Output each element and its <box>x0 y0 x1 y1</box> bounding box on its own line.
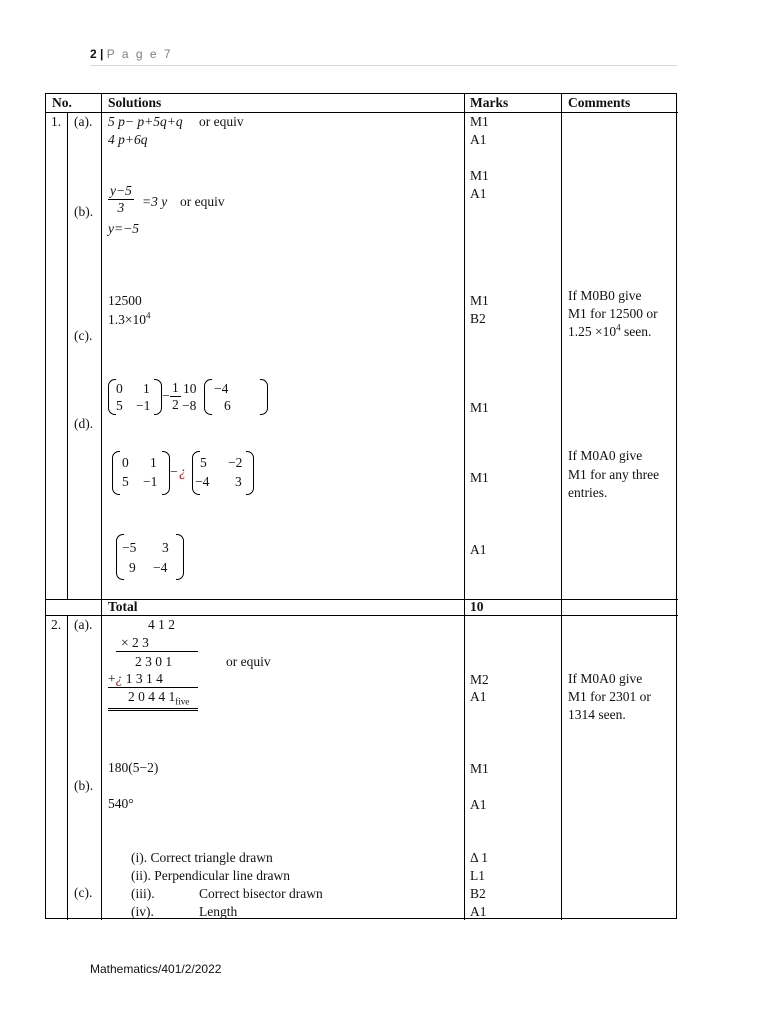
page-number: 2 <box>90 47 97 61</box>
mark: M1 <box>470 470 489 485</box>
multiplication-row: × 2 3 <box>121 635 149 650</box>
total-row-bottom <box>46 615 678 616</box>
matrix-cell: −8 <box>182 398 197 413</box>
matrix-right-bracket <box>162 451 170 495</box>
base-subscript: five <box>175 696 190 707</box>
glyph: ¿ <box>115 671 123 686</box>
construction-step-text: Length <box>199 904 238 919</box>
matrix-right-bracket <box>246 451 254 495</box>
vector-cell: −4 <box>214 381 229 396</box>
part-label: (d). <box>74 416 94 431</box>
comment-line: entries. <box>568 485 608 500</box>
plus-sign: + <box>108 671 116 686</box>
part-label: (c). <box>74 328 93 343</box>
solution-line: 12500 <box>108 293 142 308</box>
col-divider-solutions <box>464 94 465 920</box>
matrix-left-bracket <box>108 379 116 415</box>
construction-step: (ii). Perpendicular line drawn <box>131 868 290 883</box>
comment-line: M1 for any three <box>568 467 660 482</box>
mark: A1 <box>470 689 487 704</box>
mark: M2 <box>470 672 489 687</box>
total-label: Total <box>108 599 138 614</box>
multiplication-row: 2 3 0 1 <box>135 654 173 669</box>
calc-double-rule <box>108 710 198 711</box>
comment-line: M1 for 12500 or <box>568 306 658 321</box>
solution-line: 4 p+6q <box>108 132 148 147</box>
header-separator: | <box>100 47 104 61</box>
part-label: (b). <box>74 778 94 793</box>
col-divider-no <box>67 113 68 600</box>
vector-cell: 6 <box>224 398 231 413</box>
page-label: P a g e 7 <box>106 47 173 61</box>
fraction <box>170 380 181 413</box>
matrix-cell: 5 <box>200 455 207 470</box>
sci-base: 1.3×10 <box>108 312 146 327</box>
mark: M1 <box>470 114 489 129</box>
header-solutions: Solutions <box>108 95 162 110</box>
multiplication-row: 4 1 2 <box>148 617 175 632</box>
matrix-cell: 0 <box>116 381 123 396</box>
vector-right-bracket <box>260 379 268 415</box>
question-number: 2. <box>51 617 62 632</box>
mark: Δ 1 <box>470 850 489 865</box>
matrix-cell: 0 <box>122 455 129 470</box>
matrix-cell: 1 <box>143 381 150 396</box>
multiplication-row <box>128 689 189 705</box>
solution-note: or equiv <box>199 114 244 129</box>
comment-line <box>568 324 651 340</box>
solution-line: 180(5−2) <box>108 760 159 775</box>
mark: B2 <box>470 311 486 326</box>
vector-left-bracket <box>204 379 212 415</box>
mark: M1 <box>470 400 489 415</box>
matrix-cell: −4 <box>195 474 210 489</box>
header-comments: Comments <box>568 95 631 110</box>
matrix-right-bracket <box>176 534 184 580</box>
header-marks: Marks <box>470 95 509 110</box>
numerator: y−5 <box>110 183 132 198</box>
mark: A1 <box>470 797 487 812</box>
denominator: 2 <box>172 397 179 412</box>
operator: − <box>170 464 178 479</box>
matrix <box>108 379 168 415</box>
multiplication-row <box>108 671 163 687</box>
calc-double-rule <box>108 708 198 709</box>
matrix-cell: 1 <box>150 455 157 470</box>
operator: − <box>162 388 170 403</box>
construction-step: (iv). <box>131 904 154 919</box>
denominator: 3 <box>117 200 125 215</box>
part-label: (a). <box>74 617 93 632</box>
col-divider-no <box>67 616 68 920</box>
result: 2 0 4 4 1 <box>128 689 176 704</box>
comment-line: 1314 seen. <box>568 707 626 722</box>
col-divider-sub <box>101 94 102 920</box>
vector <box>204 379 270 415</box>
comment-tail: seen. <box>620 324 652 339</box>
page-footer: Mathematics/401/2/2022 <box>90 962 222 976</box>
header-row-divider <box>46 112 678 113</box>
matrix-right-bracket <box>154 379 162 415</box>
mark: M1 <box>470 761 489 776</box>
matrix-cell: −2 <box>228 455 243 470</box>
addend: 1 3 1 4 <box>125 671 163 686</box>
construction-step-text: Correct bisector drawn <box>199 886 323 901</box>
page-header <box>90 47 173 61</box>
solution-line <box>108 312 151 328</box>
col-divider-marks <box>561 94 562 920</box>
solution-note: or equiv <box>226 654 271 669</box>
mark: L1 <box>470 868 485 883</box>
matrix <box>116 534 186 580</box>
glyph: ¿ <box>179 464 186 479</box>
mark: A1 <box>470 904 487 919</box>
matrix-cell: 5 <box>122 474 129 489</box>
calc-rule <box>116 651 198 652</box>
matrix-cell: −4 <box>153 560 168 575</box>
comment-line: If M0A0 give <box>568 448 643 463</box>
mark: M1 <box>470 293 489 308</box>
matrix-cell: 5 <box>116 398 123 413</box>
fraction <box>108 183 134 216</box>
comment-line: M1 for 2301 or <box>568 689 651 704</box>
solution-line: 5 p− p+5q+q <box>108 114 183 129</box>
matrix <box>112 451 172 495</box>
total-value: 10 <box>470 599 484 614</box>
marking-scheme-table <box>45 93 677 919</box>
question-number: 1. <box>51 114 62 129</box>
construction-step: (iii). <box>131 886 155 901</box>
total-row-top <box>46 599 678 600</box>
matrix-cell: 9 <box>129 560 136 575</box>
matrix-left-bracket <box>112 451 120 495</box>
mark: A1 <box>470 186 487 201</box>
mark: M1 <box>470 168 489 183</box>
numerator: 1 <box>172 380 179 395</box>
part-label: (b). <box>74 204 94 219</box>
header-rule <box>90 65 677 66</box>
part-label: (a). <box>74 114 93 129</box>
mark: A1 <box>470 542 487 557</box>
calc-rule <box>108 687 198 688</box>
matrix-cell: 3 <box>162 540 169 555</box>
solution-line: =3 y <box>142 194 168 209</box>
matrix <box>192 451 254 495</box>
solution-line: y=−5 <box>108 221 139 236</box>
matrix-cell: 10 <box>183 381 197 396</box>
comment-line: If M0B0 give <box>568 288 642 303</box>
comment-line: If M0A0 give <box>568 671 643 686</box>
matrix-cell: −5 <box>122 540 137 555</box>
construction-step: (i). Correct triangle drawn <box>131 850 273 865</box>
matrix-cell: −1 <box>143 474 158 489</box>
comment-sci-base: 1.25 ×10 <box>568 324 617 339</box>
header-no: No. <box>52 95 72 110</box>
part-label: (c). <box>74 885 93 900</box>
solution-line: 540° <box>108 796 134 811</box>
sci-exponent: 4 <box>146 310 151 321</box>
solution-note: or equiv <box>180 194 225 209</box>
matrix-cell: 3 <box>235 474 242 489</box>
matrix-cell: −1 <box>136 398 151 413</box>
mark: B2 <box>470 886 486 901</box>
mark: A1 <box>470 132 487 147</box>
comment-sci-exponent: 4 <box>616 322 621 333</box>
